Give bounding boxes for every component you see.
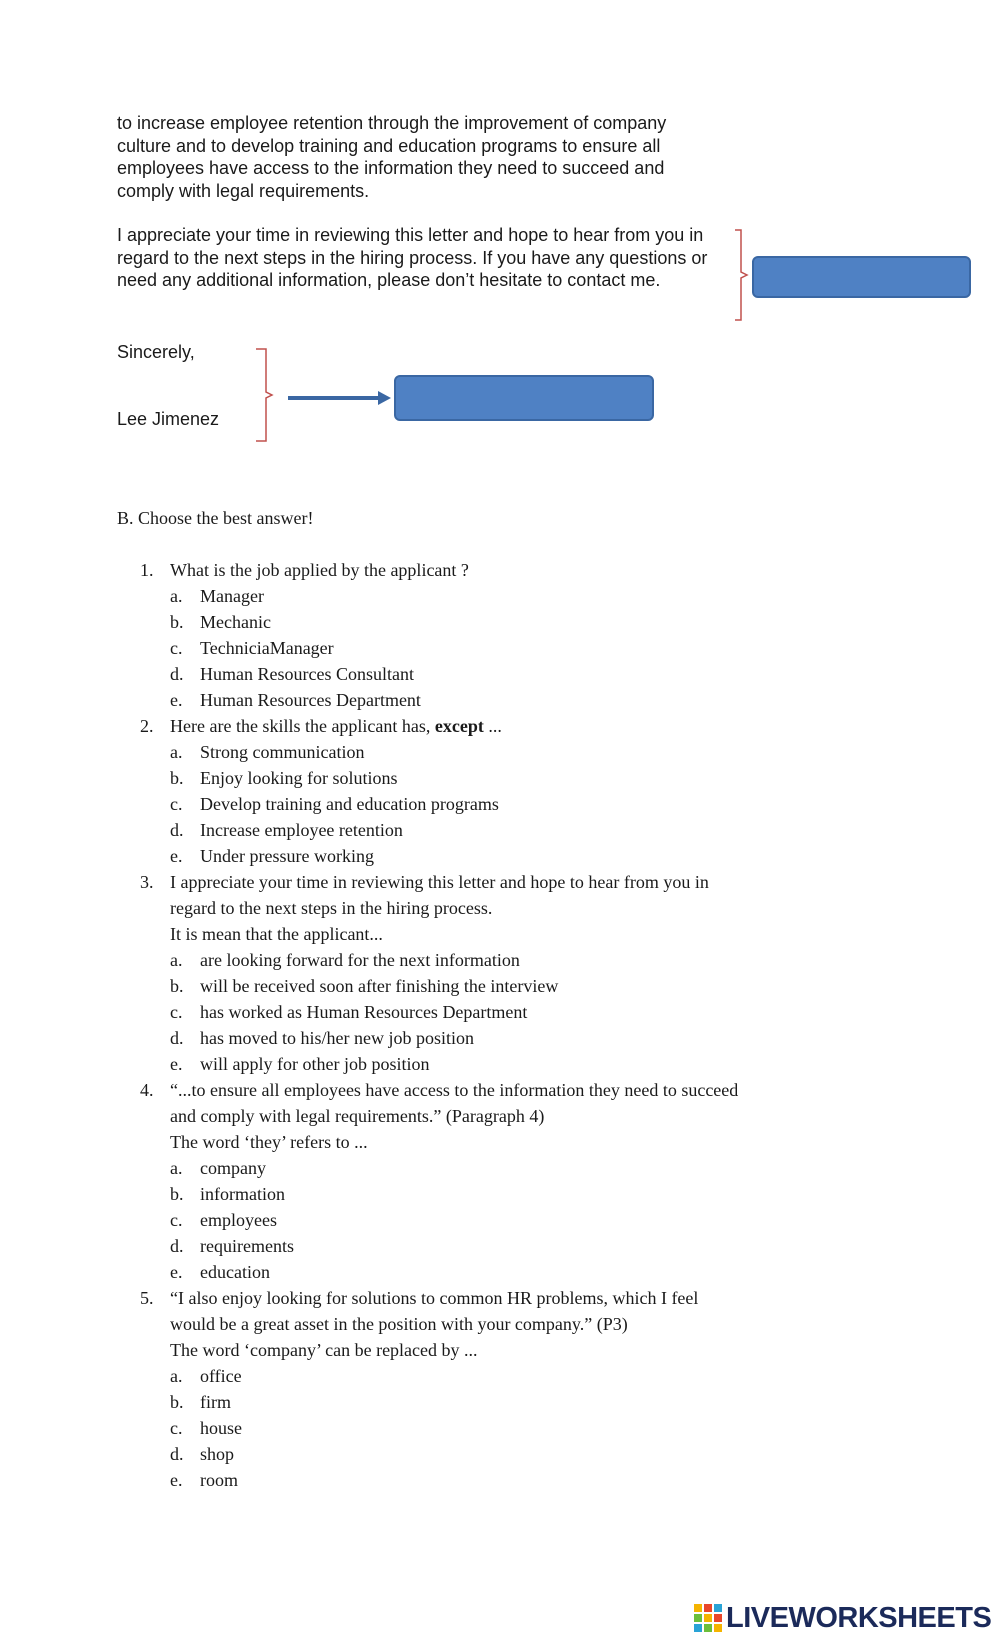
option-letter: e.	[170, 690, 183, 710]
option-letter: b.	[170, 1184, 184, 1204]
letter-paragraph-1: to increase employee retention through the improvement of company culture and to develop training and education programs to ensure all employees have access to the information they need to succeed and comply with legal requirements.	[117, 113, 667, 201]
option-text: house	[200, 1418, 242, 1438]
question-text: What is the job applied by the applicant ?	[170, 560, 469, 580]
question-subtext: It is mean that the applicant...	[170, 924, 383, 944]
closing-paragraph-answer-box[interactable]	[752, 256, 971, 298]
option-text: firm	[200, 1392, 231, 1412]
option-letter: a.	[170, 1158, 183, 1178]
option-letter: c.	[170, 1210, 183, 1230]
option-letter: b.	[170, 768, 184, 788]
signature-brace	[254, 347, 274, 443]
option-text: Human Resources Department	[200, 690, 421, 710]
option-text: employees	[200, 1210, 277, 1230]
option-letter: a.	[170, 950, 183, 970]
option-text: education	[200, 1262, 270, 1282]
option-item[interactable]	[170, 817, 740, 843]
option-item[interactable]	[170, 1441, 740, 1467]
option-text: Mechanic	[200, 612, 271, 632]
option-item[interactable]	[170, 1025, 740, 1051]
liveworksheets-logo	[694, 1603, 991, 1633]
option-item[interactable]	[170, 583, 740, 609]
option-text: Manager	[200, 586, 264, 606]
option-text: office	[200, 1366, 242, 1386]
question-1	[140, 557, 740, 713]
option-item[interactable]	[170, 999, 740, 1025]
option-text: room	[200, 1470, 238, 1490]
question-text-part: Here are the skills the applicant has,	[170, 716, 431, 736]
option-item[interactable]	[170, 1259, 740, 1285]
option-item[interactable]	[170, 739, 740, 765]
option-item[interactable]	[170, 1389, 740, 1415]
option-item[interactable]	[170, 843, 740, 869]
option-letter: b.	[170, 976, 184, 996]
option-letter: c.	[170, 638, 183, 658]
option-letter: e.	[170, 846, 183, 866]
option-text: company	[200, 1158, 266, 1178]
letter-closing: Sincerely,	[117, 342, 195, 362]
option-item[interactable]	[170, 687, 740, 713]
logo-text: LIVEWORKSHEETS	[726, 1601, 992, 1634]
option-text: Enjoy looking for solutions	[200, 768, 398, 788]
question-subtext: The word ‘they’ refers to ...	[170, 1132, 368, 1152]
option-item[interactable]	[170, 635, 740, 661]
option-item[interactable]	[170, 1181, 740, 1207]
option-letter: d.	[170, 820, 184, 840]
option-text: Increase employee retention	[200, 820, 403, 840]
question-list	[140, 557, 740, 1493]
option-letter: b.	[170, 1392, 184, 1412]
option-item[interactable]	[170, 1363, 740, 1389]
question-number: 2.	[140, 716, 154, 736]
option-letter: d.	[170, 1028, 184, 1048]
option-letter: e.	[170, 1262, 183, 1282]
option-letter: e.	[170, 1054, 183, 1074]
option-item[interactable]	[170, 973, 740, 999]
option-letter: d.	[170, 1236, 184, 1256]
option-letter: d.	[170, 664, 184, 684]
option-text: has moved to his/her new job position	[200, 1028, 474, 1048]
section-b-title: B. Choose the best answer!	[117, 508, 314, 528]
option-letter: c.	[170, 794, 183, 814]
right-arrow-icon	[288, 389, 392, 407]
question-4	[140, 1077, 740, 1285]
question-number: 4.	[140, 1080, 154, 1100]
option-item[interactable]	[170, 1207, 740, 1233]
option-item[interactable]	[170, 661, 740, 687]
option-item[interactable]	[170, 1155, 740, 1181]
letter-paragraph-2: I appreciate your time in reviewing this letter and hope to hear from you in regard to the next steps in the hiring process. If you have any questions or need any additional information, please don’t hesitate to contact me.	[117, 225, 708, 290]
option-text: will apply for other job position	[200, 1054, 430, 1074]
logo-grid-icon	[694, 1604, 722, 1632]
option-letter: d.	[170, 1444, 184, 1464]
option-letter: b.	[170, 612, 184, 632]
option-text: Under pressure working	[200, 846, 374, 866]
question-text-part: ...	[488, 716, 502, 736]
option-letter: a.	[170, 586, 183, 606]
option-item[interactable]	[170, 1467, 740, 1493]
question-subtext: The word ‘company’ can be replaced by ...	[170, 1340, 478, 1360]
question-text: “...to ensure all employees have access to the information they need to succeed and comply with legal requirements.” (Paragraph 4)	[170, 1080, 739, 1126]
question-number: 3.	[140, 872, 154, 892]
option-text: Strong communication	[200, 742, 365, 762]
option-text: are looking forward for the next information	[200, 950, 520, 970]
signature-answer-box[interactable]	[394, 375, 654, 421]
question-3	[140, 869, 740, 1077]
letter-signature: Lee Jimenez	[117, 409, 220, 429]
question-text: I appreciate your time in reviewing this letter and hope to hear from you in regard to the next steps in the hiring process.	[170, 872, 709, 918]
option-letter: a.	[170, 1366, 183, 1386]
option-text: Develop training and education programs	[200, 794, 499, 814]
question-5	[140, 1285, 740, 1493]
option-item[interactable]	[170, 791, 740, 817]
option-text: information	[200, 1184, 285, 1204]
question-number: 1.	[140, 560, 154, 580]
closing-paragraph-brace	[733, 228, 749, 322]
option-text: has worked as Human Resources Department	[200, 1002, 528, 1022]
option-item[interactable]	[170, 947, 740, 973]
option-letter: a.	[170, 742, 183, 762]
option-letter: e.	[170, 1470, 183, 1490]
option-text: Human Resources Consultant	[200, 664, 414, 684]
question-2	[140, 713, 740, 869]
question-emphasis: except	[434, 716, 484, 736]
option-item[interactable]	[170, 1233, 740, 1259]
option-item[interactable]	[170, 1415, 740, 1441]
option-text: requirements	[200, 1236, 294, 1256]
question-text	[170, 713, 740, 739]
option-text: will be received soon after finishing the interview	[200, 976, 559, 996]
option-item[interactable]	[170, 765, 740, 791]
question-number: 5.	[140, 1288, 154, 1308]
option-text: TechniciaManager	[200, 638, 334, 658]
option-letter: c.	[170, 1002, 183, 1022]
question-text: “I also enjoy looking for solutions to common HR problems, which I feel would be a great asset in the position with your company.” (P3)	[170, 1288, 699, 1334]
option-item[interactable]	[170, 1051, 740, 1077]
option-item[interactable]	[170, 609, 740, 635]
option-letter: c.	[170, 1418, 183, 1438]
option-text: shop	[200, 1444, 235, 1464]
